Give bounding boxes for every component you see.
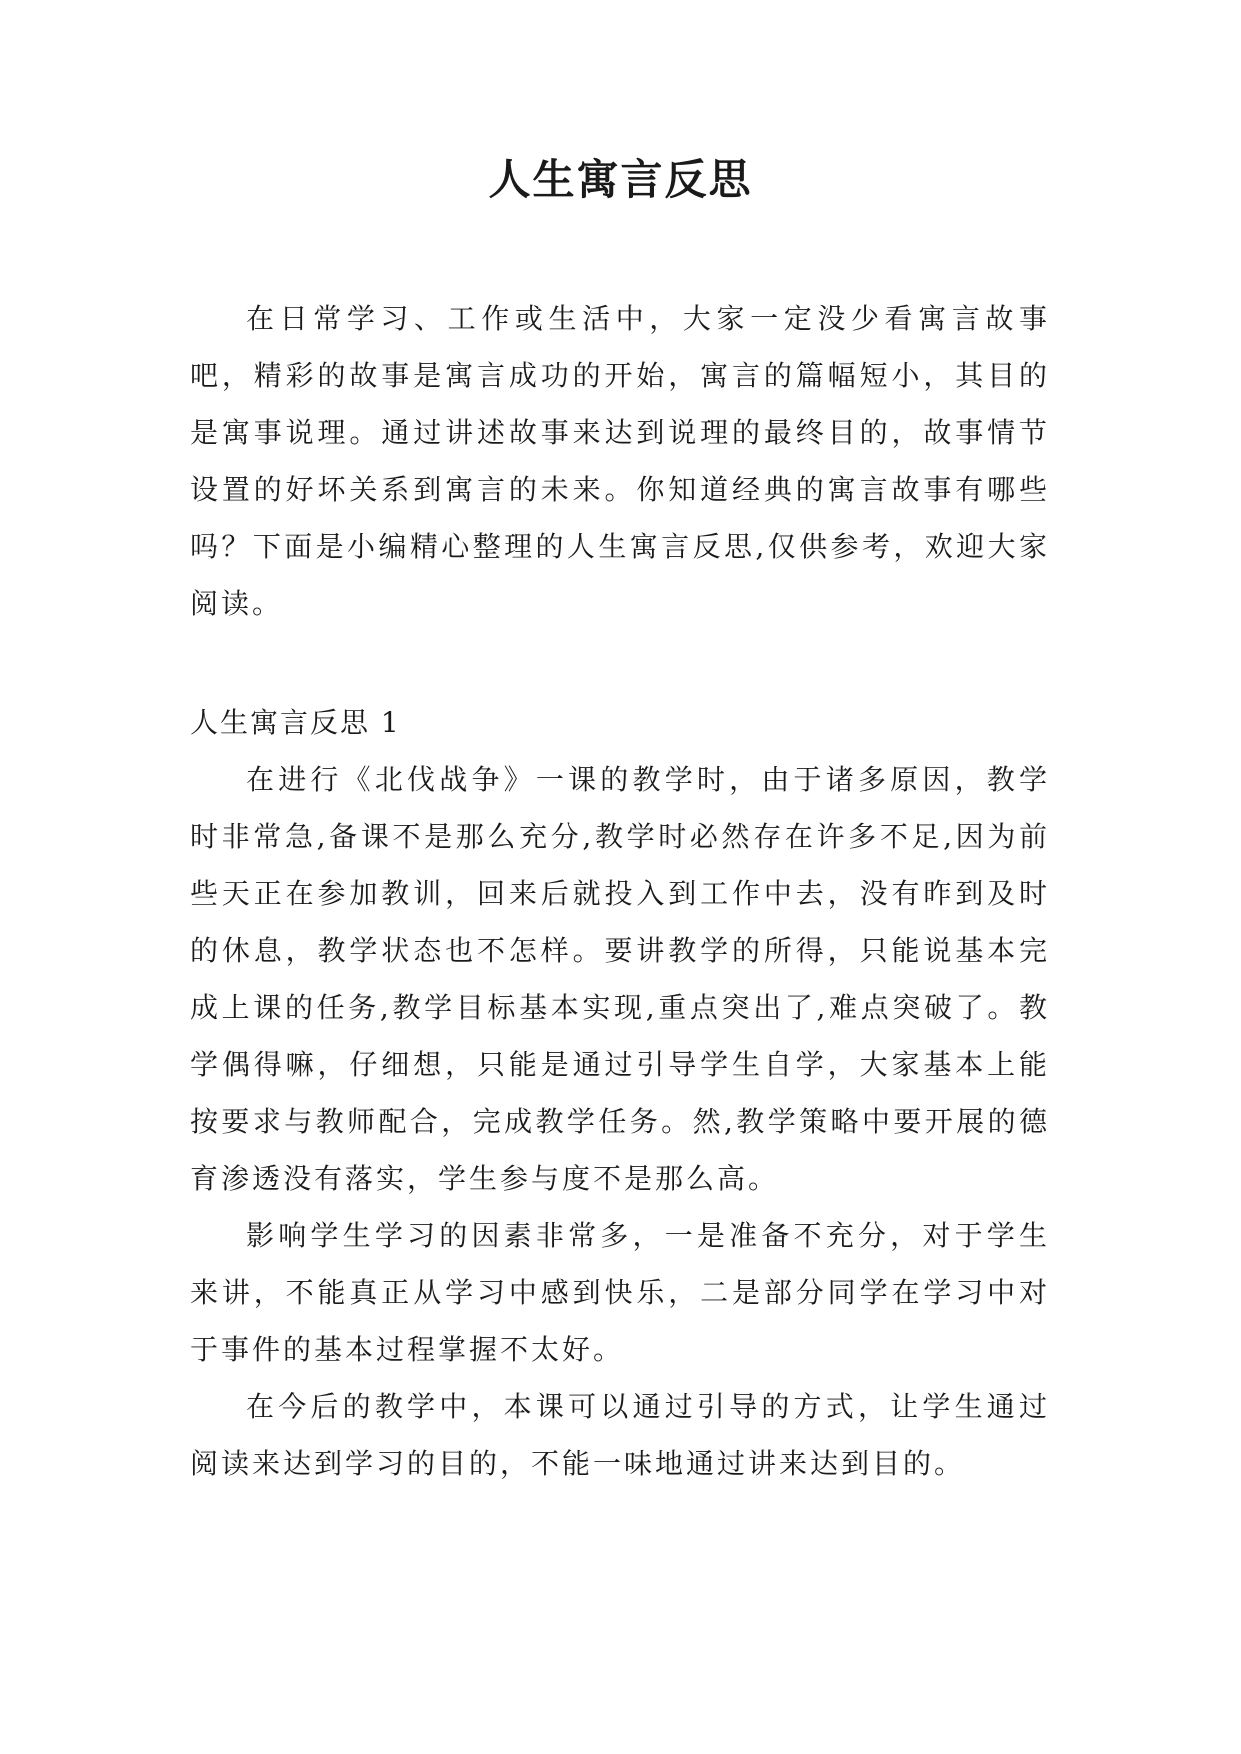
- intro-paragraph: 在日常学习、工作或生活中，大家一定没少看寓言故事吧，精彩的故事是寓言成功的开始，寓言的篇幅短小，其目的是寓事说理。通过讲述故事来达到说理的最终目的，故事情节设置的好坏关系到寓言的未来。你知道经典的寓言故事有哪些吗？下面是小编精心整理的人生寓言反思,仅供参考，欢迎大家阅读。: [190, 302, 1050, 620]
- section-heading: 人生寓言反思 1: [190, 706, 401, 739]
- section-paragraph: 影响学生学习的因素非常多，一是准备不充分，对于学生来讲，不能真正从学习中感到快乐，二是部分同学在学习中对于事件的基本过程掌握不太好。: [190, 1219, 1050, 1366]
- section-paragraph: 在进行《北伐战争》一课的教学时，由于诸多原因，教学时非常急,备课不是那么充分,教学时必然存在许多不足,因为前些天正在参加教训，回来后就投入到工作中去，没有昨到及时的休息，教学状态也不怎样。要讲教学的所得，只能说基本完成上课的任务,教学目标基本实现,重点突出了,难点突破了。教学偶得嘛，仔细想，只能是通过引导学生自学，大家基本上能按要求与教师配合，完成教学任务。然,教学策略中要开展的德育渗透没有落实，学生参与度不是那么高。: [190, 763, 1050, 1195]
- section-1: [190, 694, 1050, 1492]
- intro-section: [190, 290, 1050, 632]
- document-title: 人生寓言反思: [488, 155, 753, 204]
- section-paragraph: 在今后的教学中，本课可以通过引导的方式，让学生通过阅读来达到学习的目的，不能一味地通过讲来达到目的。: [190, 1390, 1050, 1480]
